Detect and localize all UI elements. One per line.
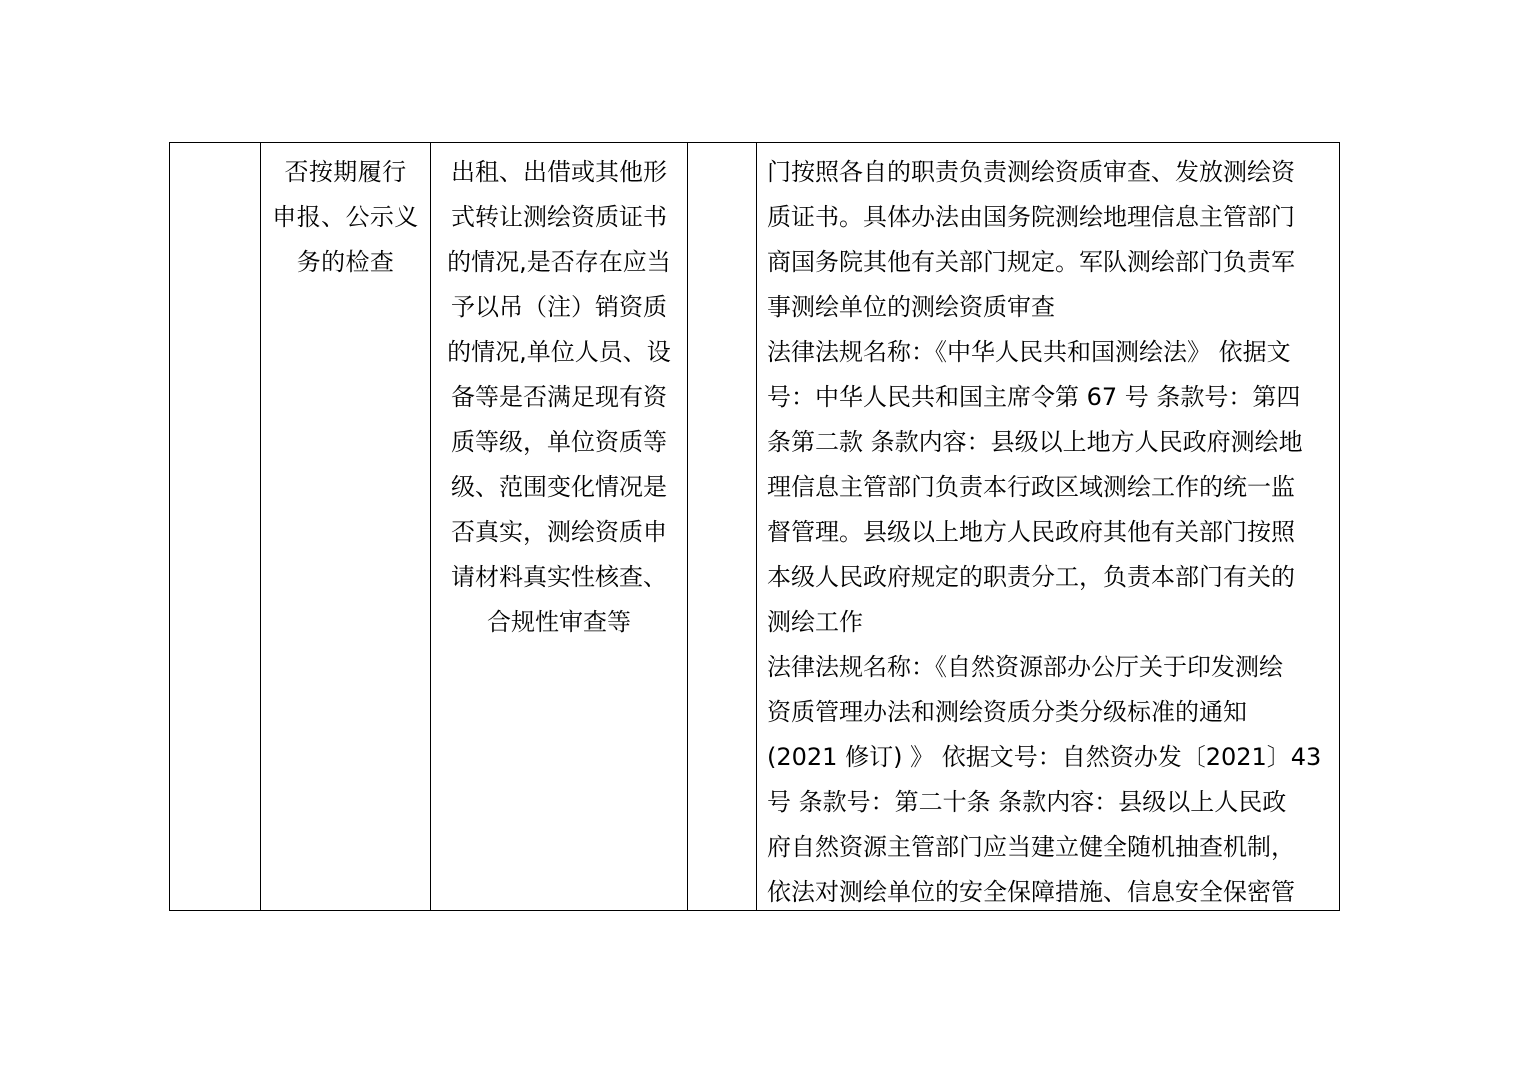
text-line: 务的检查: [296, 248, 395, 276]
inspection-content-text: [431, 143, 687, 645]
text-line: 级、范围变化情况是: [451, 473, 667, 501]
legal-basis-text: [757, 143, 1339, 910]
text-line: 质等级，单位资质等: [451, 428, 667, 456]
text-line: 商国务院其他有关部门规定。军队测绘部门负责军: [767, 248, 1295, 276]
text-line: 式转让测绘资质证书: [451, 203, 667, 231]
text-line: 本级人民政府规定的职责分工，负责本部门有关的: [767, 563, 1295, 591]
table-cell-inspection-item: [261, 143, 431, 910]
text-line: 事测绘单位的测绘资质审查: [767, 293, 1055, 321]
table-cell-legal-basis: [757, 143, 1339, 910]
text-line: 的情况,是否存在应当: [447, 248, 671, 276]
text-line: 法律法规名称：《自然资源部办公厅关于印发测绘: [767, 653, 1283, 681]
text-line: 理信息主管部门负责本行政区域测绘工作的统一监: [767, 473, 1295, 501]
table-cell-empty-2: [688, 143, 757, 910]
text-line: 合规性审查等: [487, 608, 631, 636]
text-line: 法律法规名称：《中华人民共和国测绘法》 依据文: [767, 338, 1291, 366]
text-line: 督管理。县级以上地方人民政府其他有关部门按照: [767, 518, 1295, 546]
text-line: 出租、出借或其他形: [451, 158, 667, 186]
text-line: 的情况,单位人员、设: [447, 338, 671, 366]
text-line: 门按照各自的职责负责测绘资质审查、发放测绘资: [767, 158, 1295, 186]
text-line: 否按期履行: [284, 158, 407, 186]
text-line: 质证书。具体办法由国务院测绘地理信息主管部门: [767, 203, 1295, 231]
text-line: 依法对测绘单位的安全保障措施、信息安全保密管: [767, 878, 1295, 906]
text-line: 备等是否满足现有资: [451, 383, 667, 411]
text-line: 号：中华人民共和国主席令第 67 号 条款号：第四: [767, 383, 1301, 411]
text-line: 请材料真实性核查、: [451, 563, 667, 591]
text-line: 否真实，测绘资质申: [451, 518, 667, 546]
text-line: 测绘工作: [767, 608, 863, 636]
text-line: 予以吊（注）销资质: [451, 293, 667, 321]
text-line: (2021 修订) 》 依据文号：自然资办发〔2021〕43: [767, 743, 1322, 771]
content-table: [169, 142, 1340, 911]
text-line: 资质管理办法和测绘资质分类分级标准的通知: [767, 698, 1247, 726]
table-cell-empty-1: [170, 143, 261, 910]
text-line: 条第二款 条款内容：县级以上地方人民政府测绘地: [767, 428, 1303, 456]
inspection-item-text: [261, 143, 430, 285]
text-line: 申报、公示义: [272, 203, 419, 231]
table-cell-inspection-content: [431, 143, 688, 910]
text-line: 号 条款号：第二十条 条款内容：县级以上人民政: [767, 788, 1287, 816]
text-line: 府自然资源主管部门应当建立健全随机抽查机制，: [767, 833, 1295, 861]
